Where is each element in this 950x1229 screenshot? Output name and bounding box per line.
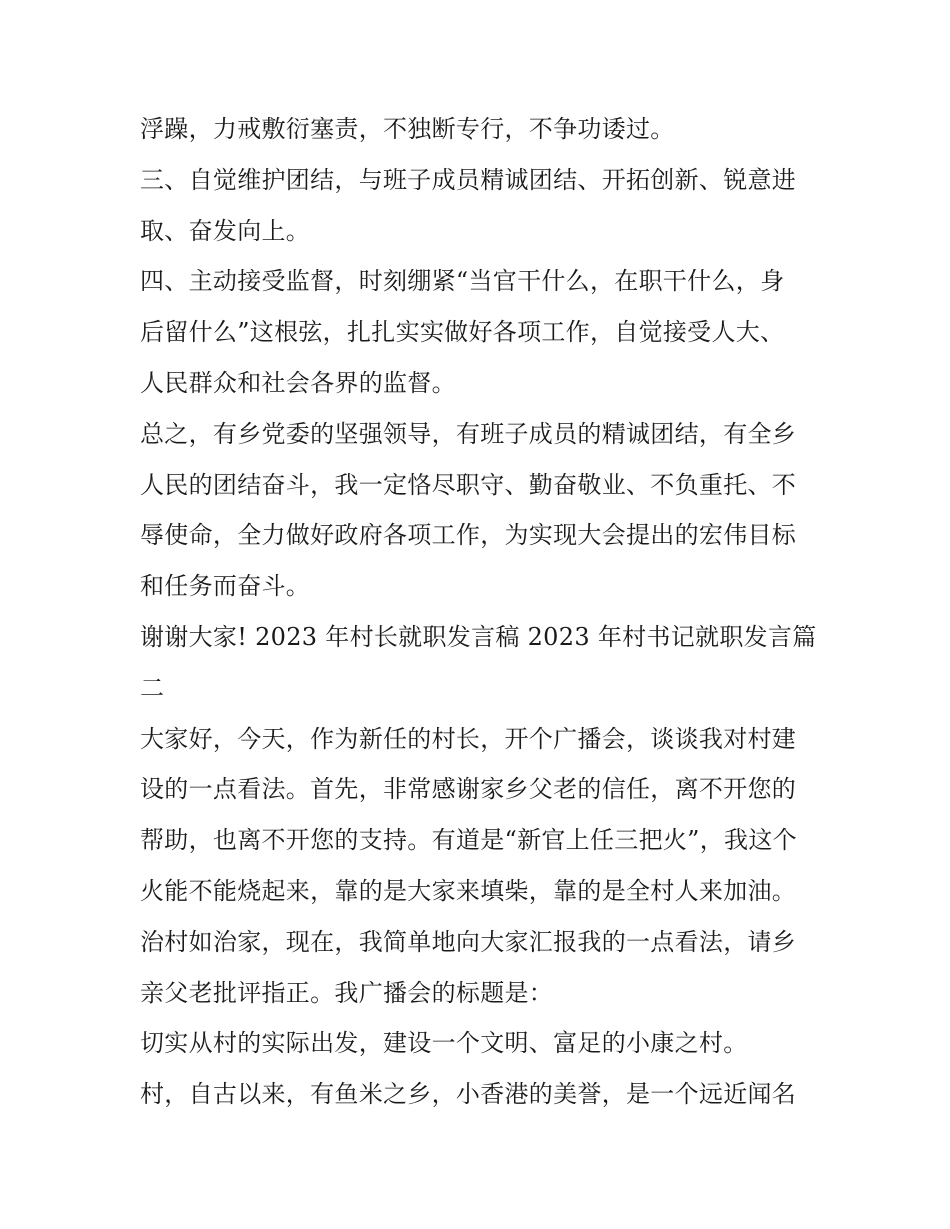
document-body [140,104,820,1120]
text-line: 三、自觉维护团结，与班子成员精诚团结、开拓创新、锐意进 [140,165,797,194]
text-line: 大家好，今天，作为新任的村长，开个广播会，谈谈我对村建 [140,724,797,753]
text-line: 人民群众和社会各界的监督。 [140,368,456,397]
text-line: 辱使命，全力做好政府各项工作，为实现大会提出的宏伟目标 [140,521,797,550]
text-line: 后留什么”这根弦，扎扎实实做好各项工作，自觉接受人大、 [140,318,785,347]
text-line: 人民的团结奋斗，我一定恪尽职守、勤奋敬业、不负重托、不 [140,470,797,499]
text-line: 治村如治家，现在，我简单地向大家汇报我的一点看法，请乡 [140,927,797,956]
text-line: 浮躁，力戒敷衍塞责，不独断专行，不争功诿过。 [140,115,675,143]
text-line: 总之，有乡党委的坚强领导，有班子成员的精诚团结，有全乡 [140,419,797,448]
text-line: 二 [140,673,165,702]
text-line: 切实从村的实际出发，建设一个文明、富足的小康之村。 [140,1029,748,1058]
text-line: 和任务而奋斗。 [140,572,311,601]
text-line: 取、奋发向上。 [140,216,311,245]
text-line: 谢谢大家! 2023 年村长就职发言稿 2023 年村书记就职发言篇 [140,622,817,651]
text-line: 村，自古以来，有鱼米之乡，小香港的美誉，是一个远近闻名 [140,1080,797,1109]
text-line: 四、主动接受监督，时刻绷紧“当官干什么，在职干什么，身 [140,267,785,296]
text-line: 帮助，也离不开您的支持。有道是“新官上任三把火”，我这个 [140,826,797,855]
text-line: 火能不能烧起来，靠的是大家来填柴，靠的是全村人来加油。 [140,876,797,905]
text-line: 设的一点看法。首先，非常感谢家乡父老的信任，离不开您的 [140,775,797,804]
text-line: 亲父老批评指正。我广播会的标题是： [140,978,554,1007]
